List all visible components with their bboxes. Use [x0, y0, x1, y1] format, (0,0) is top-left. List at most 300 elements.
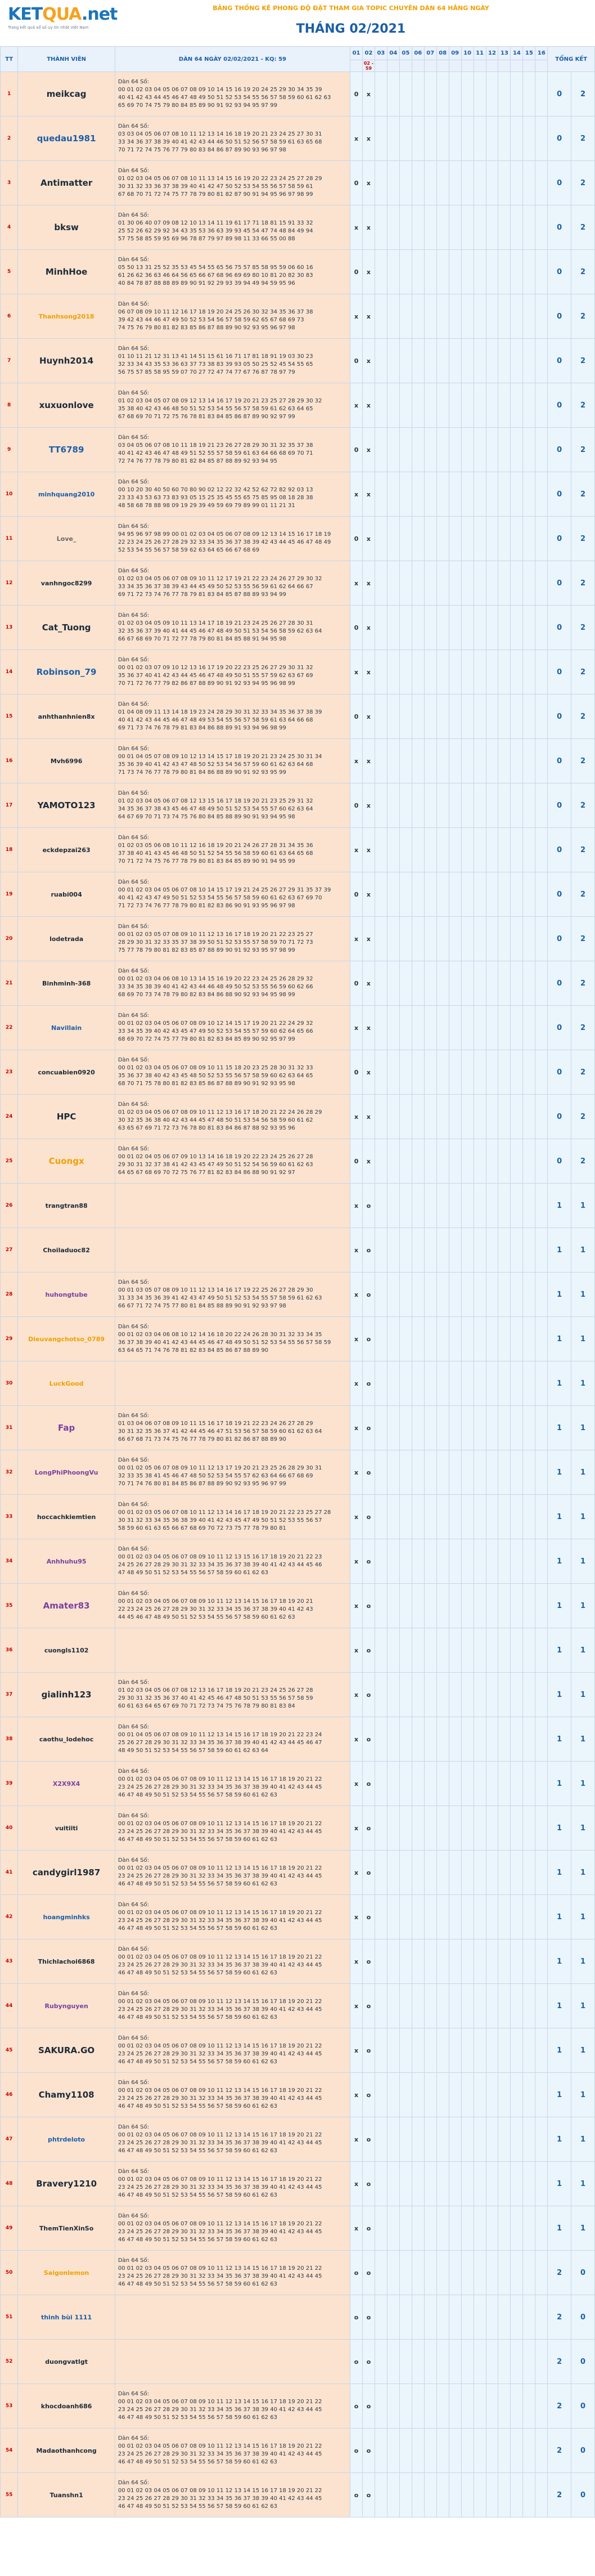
member-name[interactable]: Tuanshn1 — [18, 2473, 115, 2517]
day-mark-14 — [511, 1406, 523, 1450]
member-name[interactable]: Robinson_79 — [18, 650, 115, 695]
total-miss: 2 — [571, 739, 595, 783]
total-miss: 2 — [571, 1050, 595, 1095]
day-mark-12 — [486, 917, 498, 961]
day-mark-05 — [399, 2251, 412, 2295]
row-index: 25 — [1, 1139, 18, 1184]
day-mark-15 — [523, 872, 535, 917]
row-index: 7 — [1, 339, 18, 383]
day-mark-12 — [486, 1406, 498, 1450]
member-name[interactable]: Dieuvangchotso_0789 — [18, 1317, 115, 1361]
dan-line: 00 01 02 03 04 05 06 07 08 09 10 11 12 13 14 15 16 17 18 19 20 21 22 — [118, 2176, 322, 2183]
member-name[interactable]: YAMOTO123 — [18, 783, 115, 828]
member-name[interactable]: thinh bùi 1111 — [18, 2295, 115, 2340]
day-mark-02: x — [363, 561, 375, 606]
day-mark-10 — [461, 2384, 474, 2429]
total-miss: 2 — [571, 1095, 595, 1139]
day-mark-04 — [387, 1939, 399, 1984]
dan-numbers — [115, 828, 350, 872]
day-mark-16 — [535, 1273, 548, 1317]
day-mark-05 — [399, 2429, 412, 2473]
day-mark-09 — [449, 1628, 461, 1673]
day-mark-15 — [523, 1095, 535, 1139]
day-mark-06 — [412, 1495, 424, 1539]
header-day-sub — [461, 60, 474, 72]
day-mark-08 — [436, 1139, 449, 1184]
day-mark-09 — [449, 472, 461, 517]
day-mark-15 — [523, 2251, 535, 2295]
total-miss: 0 — [571, 2251, 595, 2295]
member-name[interactable]: concuabien0920 — [18, 1050, 115, 1095]
member-name[interactable]: Amater83 — [18, 1584, 115, 1628]
total-hit: 0 — [548, 339, 571, 383]
member-name[interactable]: LuckGood — [18, 1361, 115, 1406]
day-mark-12 — [486, 294, 498, 339]
dan-line: 66 67 68 71 73 74 75 76 77 78 79 80 81 82 86 87 88 89 90 — [118, 1436, 286, 1442]
dan-label: Dàn 64 Số: — [118, 1813, 149, 1819]
total-miss: 1 — [571, 1539, 595, 1584]
day-mark-14 — [511, 1939, 523, 1984]
member-name[interactable]: Rubynguyen — [18, 1984, 115, 2028]
day-mark-15 — [523, 2340, 535, 2384]
day-mark-15 — [523, 1406, 535, 1450]
day-mark-06 — [412, 1095, 424, 1139]
day-mark-13 — [498, 739, 511, 783]
dan-numbers — [115, 161, 350, 205]
header-day-sub — [474, 60, 486, 72]
member-name[interactable]: Anhhuhu95 — [18, 1539, 115, 1584]
member-name[interactable]: X2X9X4 — [18, 1762, 115, 1806]
day-mark-07 — [424, 1228, 436, 1273]
day-mark-11 — [474, 2429, 486, 2473]
member-name[interactable]: huhongtube — [18, 1273, 115, 1317]
member-name[interactable]: lodetrada — [18, 917, 115, 961]
day-mark-08 — [436, 961, 449, 1006]
dan-line: 56 75 57 85 58 95 59 07 70 27 72 47 74 77 67 76 87 78 97 79 — [118, 369, 295, 375]
table-row — [1, 1628, 595, 1673]
day-mark-04 — [387, 1806, 399, 1851]
member-name[interactable]: vuitiiti — [18, 1806, 115, 1851]
total-miss: 1 — [571, 1273, 595, 1317]
dan-line: 29 30 31 32 37 38 41 42 43 45 47 49 50 51 52 54 56 59 60 61 62 63 — [118, 1162, 313, 1168]
day-mark-16 — [535, 917, 548, 961]
day-mark-12 — [486, 1495, 498, 1539]
dan-numbers — [115, 1717, 350, 1762]
day-mark-05 — [399, 2206, 412, 2251]
dan-line: 25 52 26 62 29 92 34 43 35 53 36 63 39 93 45 54 47 74 48 84 49 94 — [118, 228, 313, 234]
member-name[interactable]: Madaothanhcong — [18, 2429, 115, 2473]
member-name[interactable]: ruabi004 — [18, 872, 115, 917]
day-mark-10 — [461, 650, 474, 695]
member-name[interactable]: xuxuonlove — [18, 383, 115, 428]
day-mark-13 — [498, 1584, 511, 1628]
day-mark-10 — [461, 2117, 474, 2162]
member-name[interactable]: Choiladuoc82 — [18, 1228, 115, 1273]
member-name[interactable]: khocdoanh686 — [18, 2384, 115, 2429]
day-mark-07 — [424, 1939, 436, 1984]
day-mark-13 — [498, 205, 511, 250]
day-mark-08 — [436, 1539, 449, 1584]
row-index: 15 — [1, 695, 18, 739]
day-mark-03 — [375, 1806, 387, 1851]
member-name[interactable]: bksw — [18, 205, 115, 250]
total-miss: 2 — [571, 472, 595, 517]
day-mark-16 — [535, 1006, 548, 1050]
row-index: 1 — [1, 72, 18, 117]
day-mark-13 — [498, 1806, 511, 1851]
member-name[interactable]: ThemTienXinSo — [18, 2206, 115, 2251]
member-name[interactable]: TT6789 — [18, 428, 115, 472]
day-mark-16 — [535, 1495, 548, 1539]
day-mark-03 — [375, 2295, 387, 2340]
dan-numbers — [115, 1851, 350, 1895]
dan-line: 46 47 48 49 50 51 52 53 54 55 56 57 58 59 60 61 62 63 — [118, 1836, 277, 1843]
day-mark-09 — [449, 2117, 461, 2162]
day-mark-09 — [449, 1450, 461, 1495]
day-mark-15 — [523, 1806, 535, 1851]
day-mark-13 — [498, 250, 511, 294]
member-name[interactable]: minhquang2010 — [18, 472, 115, 517]
day-mark-14 — [511, 917, 523, 961]
member-name[interactable]: LongPhiPhoongVu — [18, 1450, 115, 1495]
day-mark-16 — [535, 1406, 548, 1450]
member-name[interactable]: candygirl1987 — [18, 1851, 115, 1895]
day-mark-12 — [486, 250, 498, 294]
total-miss: 0 — [571, 2295, 595, 2340]
day-mark-16 — [535, 2295, 548, 2340]
day-mark-03 — [375, 517, 387, 561]
dan-line: 23 24 25 26 27 28 29 30 31 32 33 34 35 36 37 38 39 40 41 42 43 44 45 — [118, 2051, 322, 2057]
table-row — [1, 1184, 595, 1228]
member-name[interactable]: caothu_lodehoc — [18, 1717, 115, 1762]
total-miss: 2 — [571, 161, 595, 205]
total-miss: 1 — [571, 1939, 595, 1984]
day-mark-10 — [461, 1939, 474, 1984]
day-mark-10 — [461, 917, 474, 961]
total-hit: 1 — [548, 2162, 571, 2206]
member-name[interactable]: hoangminhks — [18, 1895, 115, 1939]
day-mark-01: x — [350, 2162, 363, 2206]
day-mark-05 — [399, 1273, 412, 1317]
day-mark-04 — [387, 1095, 399, 1139]
total-hit: 0 — [548, 205, 571, 250]
day-mark-06 — [412, 294, 424, 339]
day-mark-01: x — [350, 2206, 363, 2251]
member-name[interactable]: anhthanhnien8x — [18, 695, 115, 739]
day-mark-11 — [474, 1317, 486, 1361]
day-mark-05 — [399, 961, 412, 1006]
dan-numbers — [115, 1584, 350, 1628]
day-mark-03 — [375, 1006, 387, 1050]
day-mark-02: x — [363, 1006, 375, 1050]
dan-line: 23 24 25 26 27 28 29 30 31 32 33 34 35 36 37 38 39 40 41 42 43 44 45 — [118, 2006, 322, 2013]
day-mark-05 — [399, 117, 412, 161]
row-index: 54 — [1, 2429, 18, 2473]
member-name[interactable]: cuongls1102 — [18, 1628, 115, 1673]
member-name[interactable]: Cuongx — [18, 1139, 115, 1184]
day-mark-14 — [511, 1139, 523, 1184]
day-mark-11 — [474, 1050, 486, 1095]
day-mark-13 — [498, 961, 511, 1006]
total-hit: 1 — [548, 1406, 571, 1450]
day-mark-08 — [436, 1851, 449, 1895]
day-mark-04 — [387, 472, 399, 517]
day-mark-05 — [399, 2117, 412, 2162]
day-mark-14 — [511, 1495, 523, 1539]
dan-line: 35 36 37 38 40 42 43 45 48 50 52 53 55 56 57 58 59 60 62 63 64 65 — [118, 1073, 313, 1079]
member-name[interactable]: HPC — [18, 1095, 115, 1139]
member-name[interactable]: Binhminh-368 — [18, 961, 115, 1006]
day-mark-07 — [424, 2251, 436, 2295]
table-row — [1, 1273, 595, 1317]
day-mark-16 — [535, 72, 548, 117]
dan-label: Dàn 64 Số: — [118, 2391, 149, 2397]
day-mark-01: x — [350, 1406, 363, 1450]
day-mark-09 — [449, 1228, 461, 1273]
day-mark-04 — [387, 383, 399, 428]
member-name[interactable]: Saigonlemon — [18, 2251, 115, 2295]
day-mark-06 — [412, 2028, 424, 2073]
member-name[interactable]: eckdepzai263 — [18, 828, 115, 872]
member-name[interactable]: Thanhsong2018 — [18, 294, 115, 339]
member-name[interactable]: SAKURA.GO — [18, 2028, 115, 2073]
day-mark-16 — [535, 205, 548, 250]
day-mark-15 — [523, 117, 535, 161]
day-mark-05 — [399, 1139, 412, 1184]
dan-line: 00 01 02 03 04 05 06 07 08 09 10 14 15 16 19 20 24 25 29 30 34 35 39 — [118, 87, 322, 93]
day-mark-06 — [412, 1717, 424, 1762]
day-mark-11 — [474, 917, 486, 961]
dan-line: 46 47 48 49 50 51 52 53 54 55 56 57 58 59 60 61 62 63 — [118, 1792, 277, 1798]
day-mark-16 — [535, 1139, 548, 1184]
day-mark-15 — [523, 1361, 535, 1406]
day-mark-09 — [449, 2429, 461, 2473]
day-mark-08 — [436, 383, 449, 428]
day-mark-08 — [436, 695, 449, 739]
day-mark-04 — [387, 1006, 399, 1050]
day-mark-08 — [436, 2473, 449, 2517]
day-mark-06 — [412, 1050, 424, 1095]
day-mark-11 — [474, 650, 486, 695]
day-mark-06 — [412, 2473, 424, 2517]
dan-numbers — [115, 2384, 350, 2429]
day-mark-14 — [511, 1673, 523, 1717]
day-mark-13 — [498, 2028, 511, 2073]
day-mark-15 — [523, 917, 535, 961]
day-mark-01: 0 — [350, 961, 363, 1006]
day-mark-09 — [449, 1006, 461, 1050]
member-name[interactable]: Mvh6996 — [18, 739, 115, 783]
day-mark-08 — [436, 739, 449, 783]
day-mark-06 — [412, 250, 424, 294]
day-mark-12 — [486, 1095, 498, 1139]
day-mark-13 — [498, 1228, 511, 1273]
day-mark-15 — [523, 2384, 535, 2429]
day-mark-14 — [511, 294, 523, 339]
dan-line: 01 02 03 04 05 06 07 08 09 10 11 12 17 19 21 22 23 24 26 27 29 30 32 — [118, 576, 322, 582]
header-tt: TT — [1, 47, 18, 72]
day-mark-05 — [399, 1806, 412, 1851]
day-mark-07 — [424, 1050, 436, 1095]
day-mark-15 — [523, 650, 535, 695]
day-mark-10 — [461, 1762, 474, 1806]
day-mark-01: x — [350, 1895, 363, 1939]
dan-line: 00 01 02 03 04 05 06 07 08 09 10 11 12 13 14 15 16 17 18 19 20 21 22 — [118, 1999, 322, 2005]
day-mark-12 — [486, 117, 498, 161]
day-mark-08 — [436, 2340, 449, 2384]
day-mark-16 — [535, 2473, 548, 2517]
dan-line: 33 34 35 36 37 38 39 43 44 45 49 50 52 53 55 56 59 61 62 64 66 67 — [118, 584, 313, 590]
day-mark-16 — [535, 2429, 548, 2473]
day-mark-13 — [498, 1673, 511, 1717]
member-name[interactable]: trangtran88 — [18, 1184, 115, 1228]
table-row — [1, 650, 595, 695]
day-mark-14 — [511, 1050, 523, 1095]
member-name[interactable]: Huynh2014 — [18, 339, 115, 383]
day-mark-07 — [424, 1450, 436, 1495]
day-mark-08 — [436, 650, 449, 695]
total-hit: 2 — [548, 2384, 571, 2429]
total-miss: 1 — [571, 2073, 595, 2117]
day-mark-12 — [486, 872, 498, 917]
day-mark-16 — [535, 606, 548, 650]
member-name[interactable]: Chamy1108 — [18, 2073, 115, 2117]
day-mark-06 — [412, 2429, 424, 2473]
day-mark-11 — [474, 1539, 486, 1584]
day-mark-10 — [461, 472, 474, 517]
day-mark-16 — [535, 2340, 548, 2384]
day-mark-03 — [375, 383, 387, 428]
day-mark-02: o — [363, 1673, 375, 1717]
day-mark-10 — [461, 383, 474, 428]
dan-line: 01 02 03 04 05 09 10 11 13 14 17 18 19 21 23 24 25 26 27 28 30 31 — [118, 620, 313, 626]
total-miss: 2 — [571, 917, 595, 961]
member-name[interactable]: MinhHoe — [18, 250, 115, 294]
day-mark-07 — [424, 2384, 436, 2429]
day-mark-01: x — [350, 2073, 363, 2117]
day-mark-04 — [387, 1628, 399, 1673]
member-name[interactable]: Antimatter — [18, 161, 115, 205]
day-mark-06 — [412, 739, 424, 783]
member-name[interactable]: quedau1981 — [18, 117, 115, 161]
day-mark-11 — [474, 472, 486, 517]
member-name[interactable]: Bravery1210 — [18, 2162, 115, 2206]
dan-label: Dàn 64 Số: — [118, 1768, 149, 1775]
day-mark-03 — [375, 2429, 387, 2473]
row-index: 13 — [1, 606, 18, 650]
member-name[interactable]: meikcag — [18, 72, 115, 117]
table-row — [1, 2028, 595, 2073]
dan-numbers — [115, 1273, 350, 1317]
table-row — [1, 1406, 595, 1450]
row-index: 32 — [1, 1450, 18, 1495]
day-mark-10 — [461, 1184, 474, 1228]
dan-line: 23 24 25 26 27 28 29 30 31 32 33 34 35 36 37 38 39 40 41 42 43 44 45 — [118, 2273, 322, 2279]
day-mark-08 — [436, 1450, 449, 1495]
day-mark-09 — [449, 783, 461, 828]
day-mark-02: o — [363, 1273, 375, 1317]
member-name[interactable]: phtrdeloto — [18, 2117, 115, 2162]
total-hit: 0 — [548, 872, 571, 917]
day-mark-07 — [424, 205, 436, 250]
dan-numbers — [115, 1050, 350, 1095]
day-mark-13 — [498, 606, 511, 650]
row-index: 43 — [1, 1939, 18, 1984]
day-mark-12 — [486, 783, 498, 828]
dan-label: Dàn 64 Số: — [118, 2213, 149, 2219]
dan-line: 23 24 25 26 27 28 29 30 31 32 33 34 35 36 37 38 39 40 41 42 43 44 45 — [118, 2407, 322, 2413]
dan-line: 58 59 60 61 63 65 66 67 68 69 70 72 73 75 77 78 79 80 81 — [118, 1525, 286, 1531]
day-mark-12 — [486, 383, 498, 428]
day-mark-07 — [424, 1762, 436, 1806]
day-mark-04 — [387, 294, 399, 339]
day-mark-14 — [511, 828, 523, 872]
table-row — [1, 250, 595, 294]
member-name[interactable]: vanhngoc8299 — [18, 561, 115, 606]
day-mark-04 — [387, 117, 399, 161]
member-name[interactable]: Love_ — [18, 517, 115, 561]
day-mark-12 — [486, 472, 498, 517]
day-mark-14 — [511, 472, 523, 517]
day-mark-05 — [399, 1050, 412, 1095]
day-mark-03 — [375, 1273, 387, 1317]
site-logo[interactable] — [8, 5, 117, 30]
day-mark-11 — [474, 1806, 486, 1851]
day-mark-07 — [424, 1717, 436, 1762]
day-mark-10 — [461, 1539, 474, 1584]
day-mark-14 — [511, 383, 523, 428]
day-mark-02: x — [363, 1139, 375, 1184]
member-name[interactable]: Thichlachoi6868 — [18, 1939, 115, 1984]
day-mark-08 — [436, 783, 449, 828]
day-mark-07 — [424, 961, 436, 1006]
day-mark-08 — [436, 1361, 449, 1406]
day-mark-10 — [461, 2162, 474, 2206]
day-mark-09 — [449, 1539, 461, 1584]
member-name[interactable]: Cat_Tuong — [18, 606, 115, 650]
day-mark-05 — [399, 1762, 412, 1806]
member-name[interactable]: duongvatlgt — [18, 2340, 115, 2384]
day-mark-08 — [436, 917, 449, 961]
member-name[interactable]: hoccachkiemtien — [18, 1495, 115, 1539]
member-name[interactable]: gialinh123 — [18, 1673, 115, 1717]
table-row — [1, 695, 595, 739]
day-mark-04 — [387, 1539, 399, 1584]
total-miss: 2 — [571, 961, 595, 1006]
dan-line: 46 47 48 49 50 51 52 53 54 55 56 57 58 59 60 61 62 63 — [118, 2148, 277, 2154]
day-mark-01: x — [350, 917, 363, 961]
dan-numbers — [115, 1673, 350, 1717]
day-mark-11 — [474, 695, 486, 739]
member-name[interactable]: Fap — [18, 1406, 115, 1450]
row-index: 6 — [1, 294, 18, 339]
dan-line: 01 02 03 05 06 08 10 11 12 16 18 19 20 21 24 26 27 28 31 34 35 36 — [118, 843, 313, 849]
day-mark-09 — [449, 695, 461, 739]
total-hit: 1 — [548, 1984, 571, 2028]
total-miss: 0 — [571, 2473, 595, 2517]
day-mark-12 — [486, 828, 498, 872]
dan-line: 64 67 69 70 71 73 74 75 76 80 84 85 88 89 90 91 93 94 95 98 — [118, 814, 295, 820]
dan-line: 00 01 02 05 06 07 08 09 10 11 12 13 17 19 20 21 23 25 26 28 29 30 31 — [118, 1465, 322, 1471]
member-name[interactable]: Navillain — [18, 1006, 115, 1050]
day-mark-06 — [412, 205, 424, 250]
day-mark-16 — [535, 1806, 548, 1851]
day-mark-03 — [375, 1984, 387, 2028]
day-mark-13 — [498, 1628, 511, 1673]
day-mark-09 — [449, 1762, 461, 1806]
dan-line: 01 02 03 04 05 06 07 08 10 11 13 14 15 16 19 20 22 23 24 25 27 28 29 — [118, 176, 322, 182]
day-mark-04 — [387, 2028, 399, 2073]
